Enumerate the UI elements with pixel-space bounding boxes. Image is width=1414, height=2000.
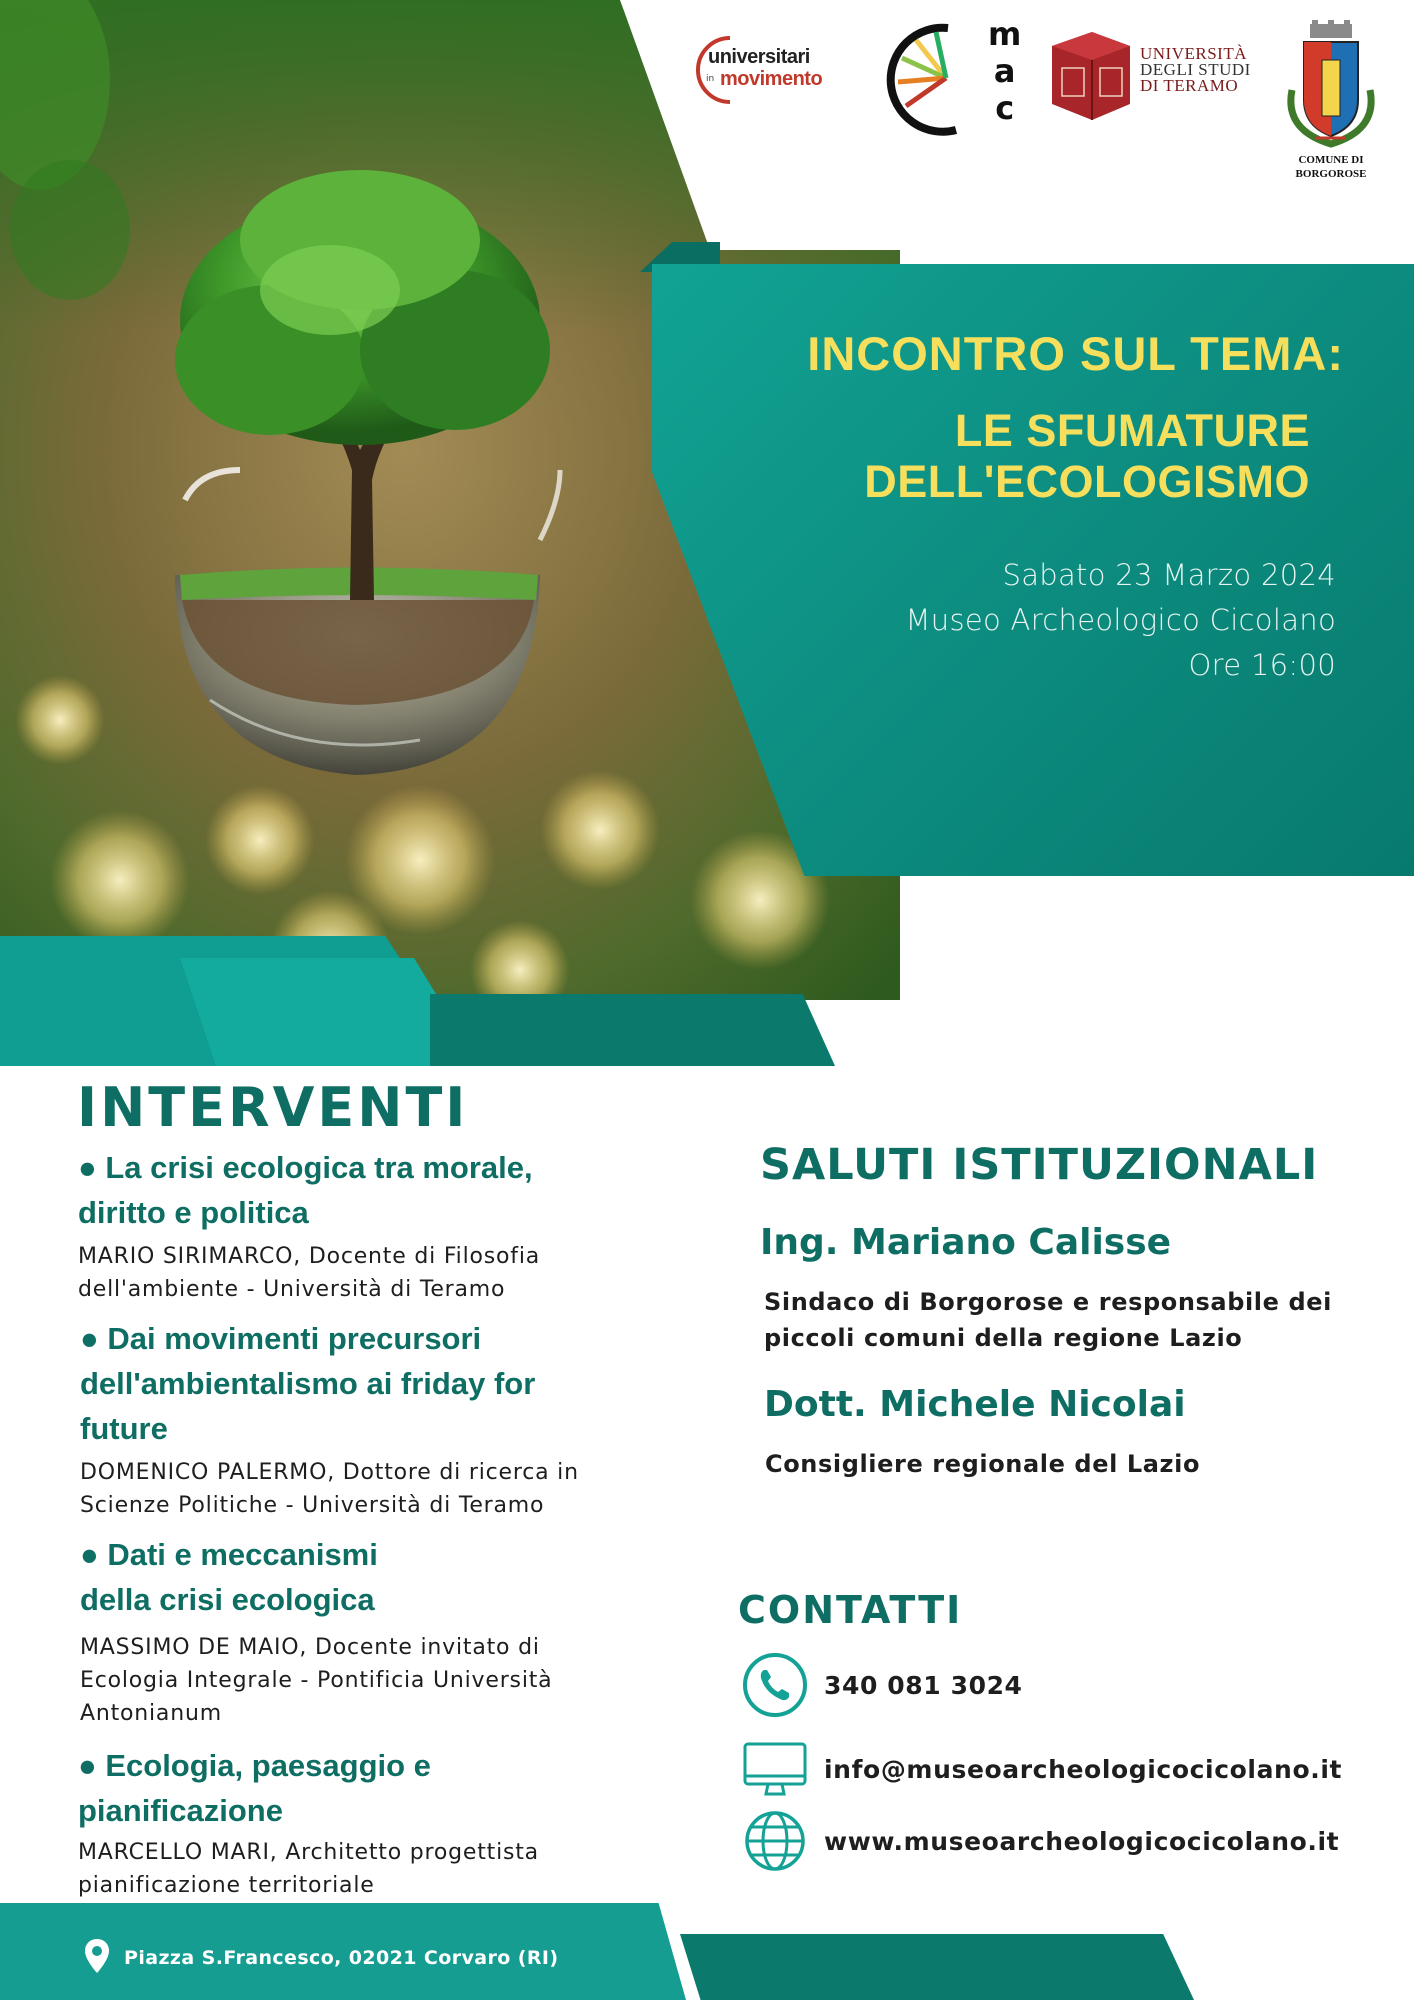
person-role-line: Sindaco di Borgorose e responsabile dei — [764, 1288, 1332, 1316]
universitari-in-movimento-logo — [690, 30, 840, 110]
talk-speaker-line: Ecologia Integrale - Pontificia Università — [80, 1667, 553, 1693]
event-date: Sabato 23 Marzo 2024 — [1002, 558, 1336, 592]
talk-title-line: future — [80, 1410, 168, 1446]
mac-letter-c: c — [995, 88, 1015, 127]
person-name: Dott. Michele Nicolai — [764, 1384, 1186, 1425]
email-address[interactable]: info@museoarcheologicocicolano.it — [824, 1754, 1343, 1784]
talk-item — [80, 1317, 720, 1522]
talk-speaker — [80, 1456, 720, 1522]
talk-title — [78, 1146, 718, 1236]
talk-speaker-line: MARIO SIRIMARCO, Docente di Filosofia — [78, 1243, 541, 1269]
event-time: Ore 16:00 — [1188, 647, 1336, 682]
talk-title-line: pianificazione — [78, 1792, 283, 1828]
talk-speaker — [80, 1631, 720, 1730]
talk-speaker — [78, 1836, 718, 1902]
contact-phone — [740, 1650, 1023, 1720]
talk-item — [78, 1744, 718, 1902]
talk-speaker-line: MARCELLO MARI, Architetto progettista — [78, 1839, 539, 1865]
talk-title-line: della crisi ecologica — [80, 1581, 375, 1617]
decorative-band-dark — [430, 994, 835, 1066]
teramo-line3: DI TERAMO — [1140, 76, 1239, 96]
saluti-heading: SALUTI ISTITUZIONALI — [760, 1140, 1319, 1190]
um-prefix: in — [706, 74, 715, 84]
mac-letter-m: m — [988, 15, 1022, 53]
talk-speaker — [78, 1240, 718, 1306]
talk-title-line: diritto e politica — [78, 1194, 309, 1230]
talk-speaker-line: dell'ambiente - Università di Teramo — [78, 1276, 506, 1302]
talk-speaker-line: pianificazione territoriale — [78, 1872, 375, 1898]
event-title-line2: LE SFUMATURE — [954, 405, 1310, 456]
talk-title — [78, 1744, 718, 1834]
contact-email — [740, 1734, 1342, 1804]
event-title-line1: INCONTRO SUL TEMA: — [807, 327, 1344, 380]
event-title-main — [864, 406, 1310, 508]
footer-band-dark — [680, 1934, 1194, 2000]
interventi-heading: INTERVENTI — [77, 1076, 469, 1139]
teramo-line1: UNIVERSITÀ — [1140, 44, 1247, 63]
um-line2: movimento — [720, 68, 823, 90]
talk-speaker-line: Scienze Politiche - Università di Teramo — [80, 1492, 545, 1518]
talk-title — [80, 1533, 720, 1623]
talk-title-line: ● La crisi ecologica tra morale, — [78, 1150, 533, 1185]
talk-title-line: dell'ambientalismo ai friday for — [80, 1365, 536, 1401]
phone-icon — [740, 1650, 810, 1720]
talk-speaker-line: MASSIMO DE MAIO, Docente invitato di — [80, 1634, 540, 1660]
mac-letter-a: a — [993, 51, 1016, 90]
person-name: Ing. Mariano Calisse — [760, 1222, 1172, 1263]
person-role-line: piccoli comuni della regione Lazio — [764, 1324, 1243, 1352]
person-role — [765, 1446, 1200, 1482]
contatti-heading: CONTATTI — [738, 1588, 963, 1632]
universita-teramo-logo — [1042, 24, 1272, 124]
talk-speaker-line: Antonianum — [80, 1700, 222, 1726]
um-line1: universitari — [708, 46, 810, 68]
talk-title-line: ● Dati e meccanismi — [80, 1537, 378, 1572]
footer-address — [84, 1938, 558, 1978]
talk-item — [78, 1146, 718, 1306]
borgorose-line1: COMUNE DI — [1298, 154, 1364, 166]
person-role — [764, 1284, 1332, 1356]
address-text: Piazza S.Francesco, 02021 Corvaro (RI) — [124, 1947, 559, 1969]
talk-speaker-line: DOMENICO PALERMO, Dottore di ricerca in — [80, 1459, 579, 1485]
event-info — [905, 553, 1336, 688]
event-venue: Museo Archeologico Cicolano — [905, 602, 1336, 637]
borgorose-line2: BORGOROSE — [1295, 167, 1367, 180]
person-role-line: Consigliere regionale del Lazio — [765, 1450, 1201, 1478]
talk-title-line: ● Ecologia, paesaggio e — [78, 1748, 431, 1783]
globe-icon — [740, 1806, 810, 1876]
phone-number[interactable]: 340 081 3024 — [824, 1670, 1023, 1700]
mac-museum-logo — [876, 15, 1026, 136]
event-title-line3: DELL'ECOLOGISMO — [864, 455, 1310, 507]
comune-borgorose-crest — [1276, 20, 1386, 190]
teramo-line2: DEGLI STUDI — [1140, 60, 1251, 80]
monitor-icon — [740, 1734, 810, 1804]
talk-title — [80, 1317, 720, 1452]
talk-item — [80, 1533, 720, 1730]
contact-website — [740, 1806, 1339, 1876]
location-pin-icon — [84, 1938, 110, 1978]
talk-title-line: ● Dai movimenti precursori — [80, 1321, 482, 1356]
website-url[interactable]: www.museoarcheologicocicolano.it — [824, 1826, 1340, 1856]
